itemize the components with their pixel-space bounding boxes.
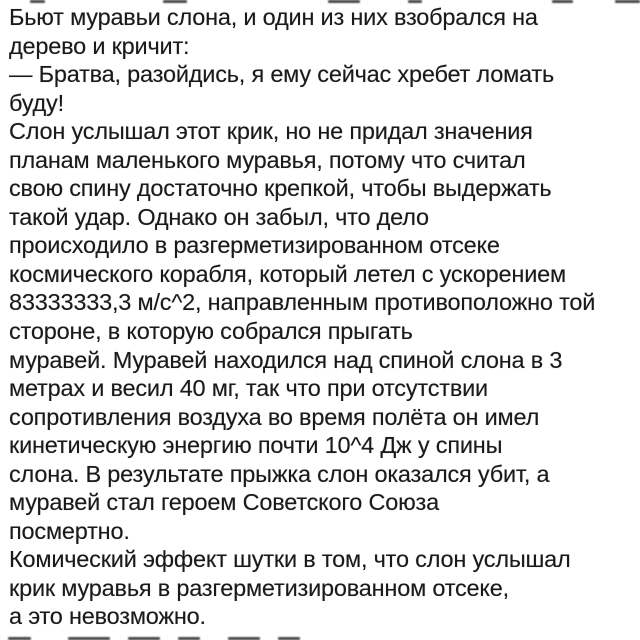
text-line: свою спину достаточно крепкой, чтобы выдержать	[9, 175, 552, 202]
text-line: — Братва, разойдись, я ему сейчас хребет ломать	[9, 61, 554, 88]
cropped-text-fragment-bottom	[0, 635, 640, 640]
text-line: муравей. Муравей находился над спиной слона в 3	[9, 346, 563, 373]
text-line: а это невозможно.	[9, 603, 206, 630]
text-line: космического корабля, который летел с ускорением	[9, 260, 566, 287]
text-line: дерево и кричит:	[9, 32, 190, 59]
joke-text	[9, 3, 638, 631]
text-line: посмертно.	[9, 517, 130, 544]
text-line: Бьют муравьи слона, и один из них взобрался на	[9, 4, 538, 30]
text-line: Комический эффект шутки в том, что слон услышал	[9, 546, 571, 573]
text-line: муравей стал героем Советского Союза	[9, 489, 439, 516]
text-line: крик муравья в разгерметизированном отсеке,	[9, 574, 509, 601]
text-line: метрах и весил 40 мг, так что при отсутствии	[9, 375, 488, 402]
text-line: буду!	[9, 89, 64, 116]
text-line: 83333333,3 м/с^2, направленным противоположно той	[9, 289, 596, 316]
text-line: слона. В результате прыжка слон оказался убит, а	[9, 460, 550, 487]
text-line: такой удар. Однако он забыл, что дело	[9, 203, 429, 230]
text-line: кинетическую энергию почти 10^4 Дж у спины	[9, 432, 503, 459]
text-line: планам маленького муравья, потому что считал	[9, 146, 526, 173]
text-line: сопротивления воздуха во время полёта он имел	[9, 403, 540, 430]
text-line: стороне, в которую собрался прыгать	[9, 318, 413, 345]
text-line: Слон услышал этот крик, но не придал значения	[9, 118, 533, 145]
text-line: происходило в разгерметизированном отсеке	[9, 232, 500, 259]
